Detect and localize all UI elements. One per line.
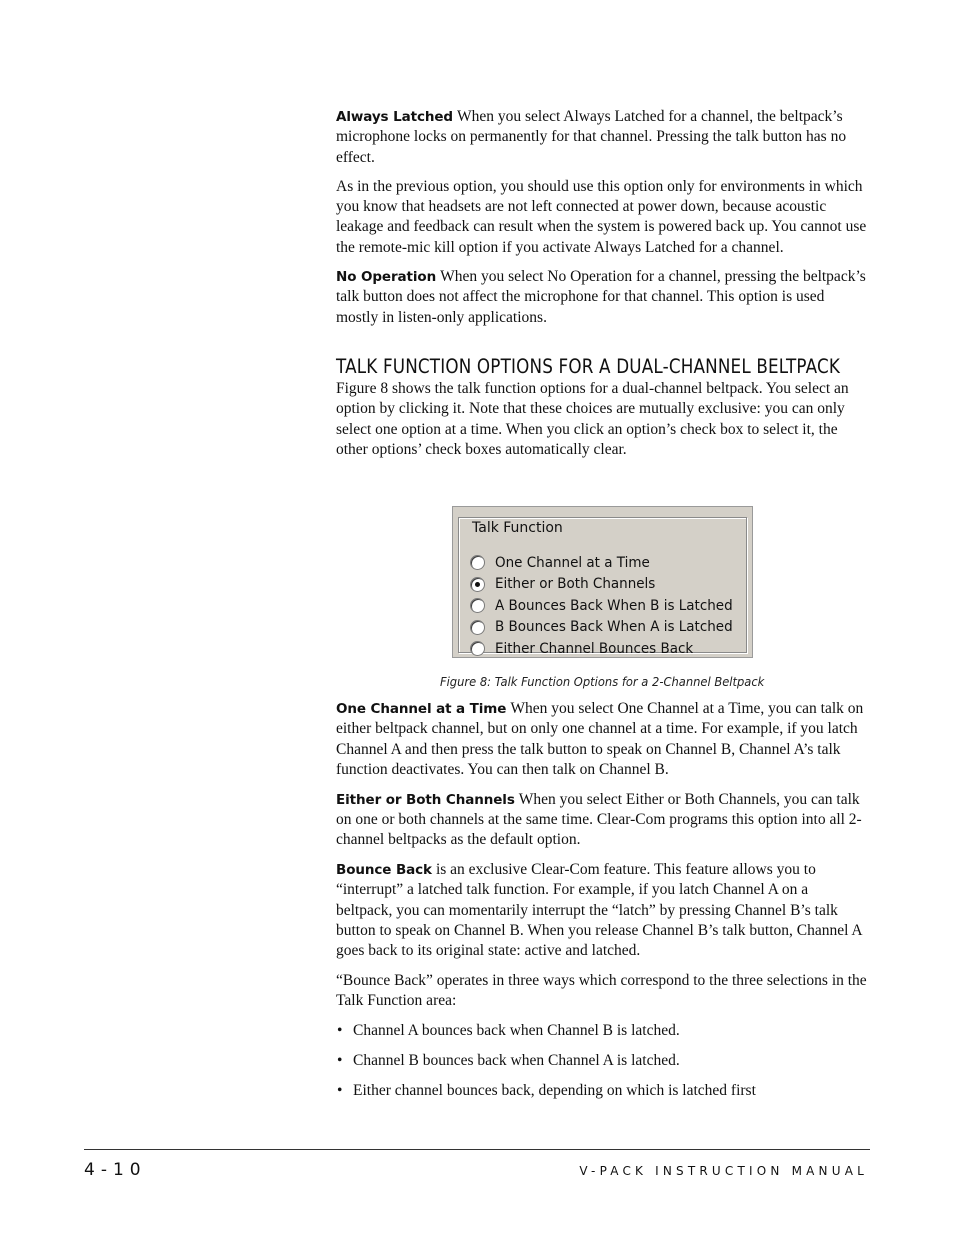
paragraph-always-latched: [336, 107, 868, 168]
bounce-back-list: [336, 1021, 868, 1101]
paragraph-one-channel: [336, 699, 868, 780]
page-number: 4-10: [84, 1160, 147, 1180]
figure-caption: Figure 8: Talk Function Options for a 2-Channel Beltpack: [440, 674, 765, 689]
manual-title: V-PACK INSTRUCTION MANUAL: [579, 1164, 868, 1178]
list-item: • Channel B bounces back when Channel A is latched.: [336, 1051, 868, 1071]
term-either-or-both: Either or Both Channels: [336, 791, 515, 808]
option-label: B Bounces Back When A is Latched: [495, 619, 733, 636]
paragraph-either-or-both: [336, 790, 868, 851]
talk-function-dialog: [452, 506, 753, 658]
option-either-or-both[interactable]: [470, 574, 751, 596]
option-label: Either Channel Bounces Back: [495, 640, 694, 657]
list-item: • Either channel bounces back, depending on which is latched first: [336, 1081, 868, 1101]
radio-button-icon[interactable]: [470, 555, 485, 570]
list-item: • Channel A bounces back when Channel B is latched.: [336, 1021, 868, 1041]
talk-function-legend: Talk Function: [472, 520, 563, 536]
section-heading: TALK FUNCTION OPTIONS FOR A DUAL-CHANNEL BELTPACK: [336, 354, 841, 378]
term-no-operation: No Operation: [336, 269, 437, 286]
option-b-bounces-back[interactable]: [470, 617, 751, 639]
talk-function-options: [470, 552, 751, 660]
term-one-channel: One Channel at a Time: [336, 701, 507, 717]
term-bounce-back: Bounce Back: [336, 862, 432, 879]
radio-button-icon[interactable]: [470, 641, 485, 656]
paragraph-intro: Figure 8 shows the talk function options for a dual-channel beltpack. You select an option by clicking it. Note that these choices are mutually exclusive: you can only select one option at a time. When you click an option’s check box to select it, the other options’ check boxes automatically clear.: [336, 379, 849, 458]
talk-function-group: [458, 517, 747, 657]
paragraph-text: When you select No Operation for a channel, pressing the beltpack’s talk button does not affect the microphone for that channel. This option is used mostly in listen-only applications.: [336, 268, 866, 326]
paragraph-text: When you select One Channel at a Time, you can talk on either beltpack channel, but on only one channel at a time. For example, if you latch Channel A and then press the talk button to speak on Channel B, Channel A’s talk function deactivates. You can then talk on Channel B.: [336, 700, 864, 778]
paragraph-no-operation: [336, 267, 868, 328]
paragraph-text: When you select Either or Both Channels, you can talk on one or both channels at the same time. Clear-Com programs this option into all 2-channel beltpacks as the default option.: [336, 790, 862, 849]
radio-button-icon[interactable]: [470, 598, 485, 613]
option-label: Either or Both Channels: [495, 576, 656, 593]
radio-button-selected-icon[interactable]: [470, 577, 485, 592]
footer-divider: [84, 1149, 870, 1150]
option-one-channel[interactable]: [470, 552, 751, 574]
page-body-lower: [336, 699, 868, 1111]
option-label: A Bounces Back When B is Latched: [495, 597, 733, 614]
option-label: One Channel at a Time: [495, 554, 650, 571]
term-always-latched: Always Latched: [336, 109, 453, 125]
paragraph-text: is an exclusive Clear-Com feature. This feature allows you to “interrupt” a latched talk function. For example, if you latch Channel A on a beltpack, you can momentarily interrupt the “latch” by pressing Channel B’s talk button to speak on Channel B. When you release Channel B’s talk button, Channel A goes back to its original state: active and latched.: [336, 861, 862, 960]
paragraph-bounce-back-modes: “Bounce Back” operates in three ways which correspond to the three selections in the Talk Function area:: [336, 972, 867, 1010]
option-either-channel-bounces[interactable]: [470, 638, 751, 660]
radio-button-icon[interactable]: [470, 620, 485, 635]
page-body: [336, 107, 868, 460]
paragraph-text: When you select Always Latched for a channel, the beltpack’s microphone locks on permanently for that channel. Pressing the talk button has no effect.: [336, 108, 847, 166]
paragraph-bounce-back: [336, 860, 868, 961]
option-a-bounces-back[interactable]: [470, 595, 751, 617]
paragraph-previous-option: As in the previous option, you should use this option only for environments in which you know that headsets are not left connected at power down, because acoustic leakage and feedback can result when the system is powered back up. You cannot use the remote-mic kill option if you activate Always Latched for a channel.: [336, 177, 867, 256]
